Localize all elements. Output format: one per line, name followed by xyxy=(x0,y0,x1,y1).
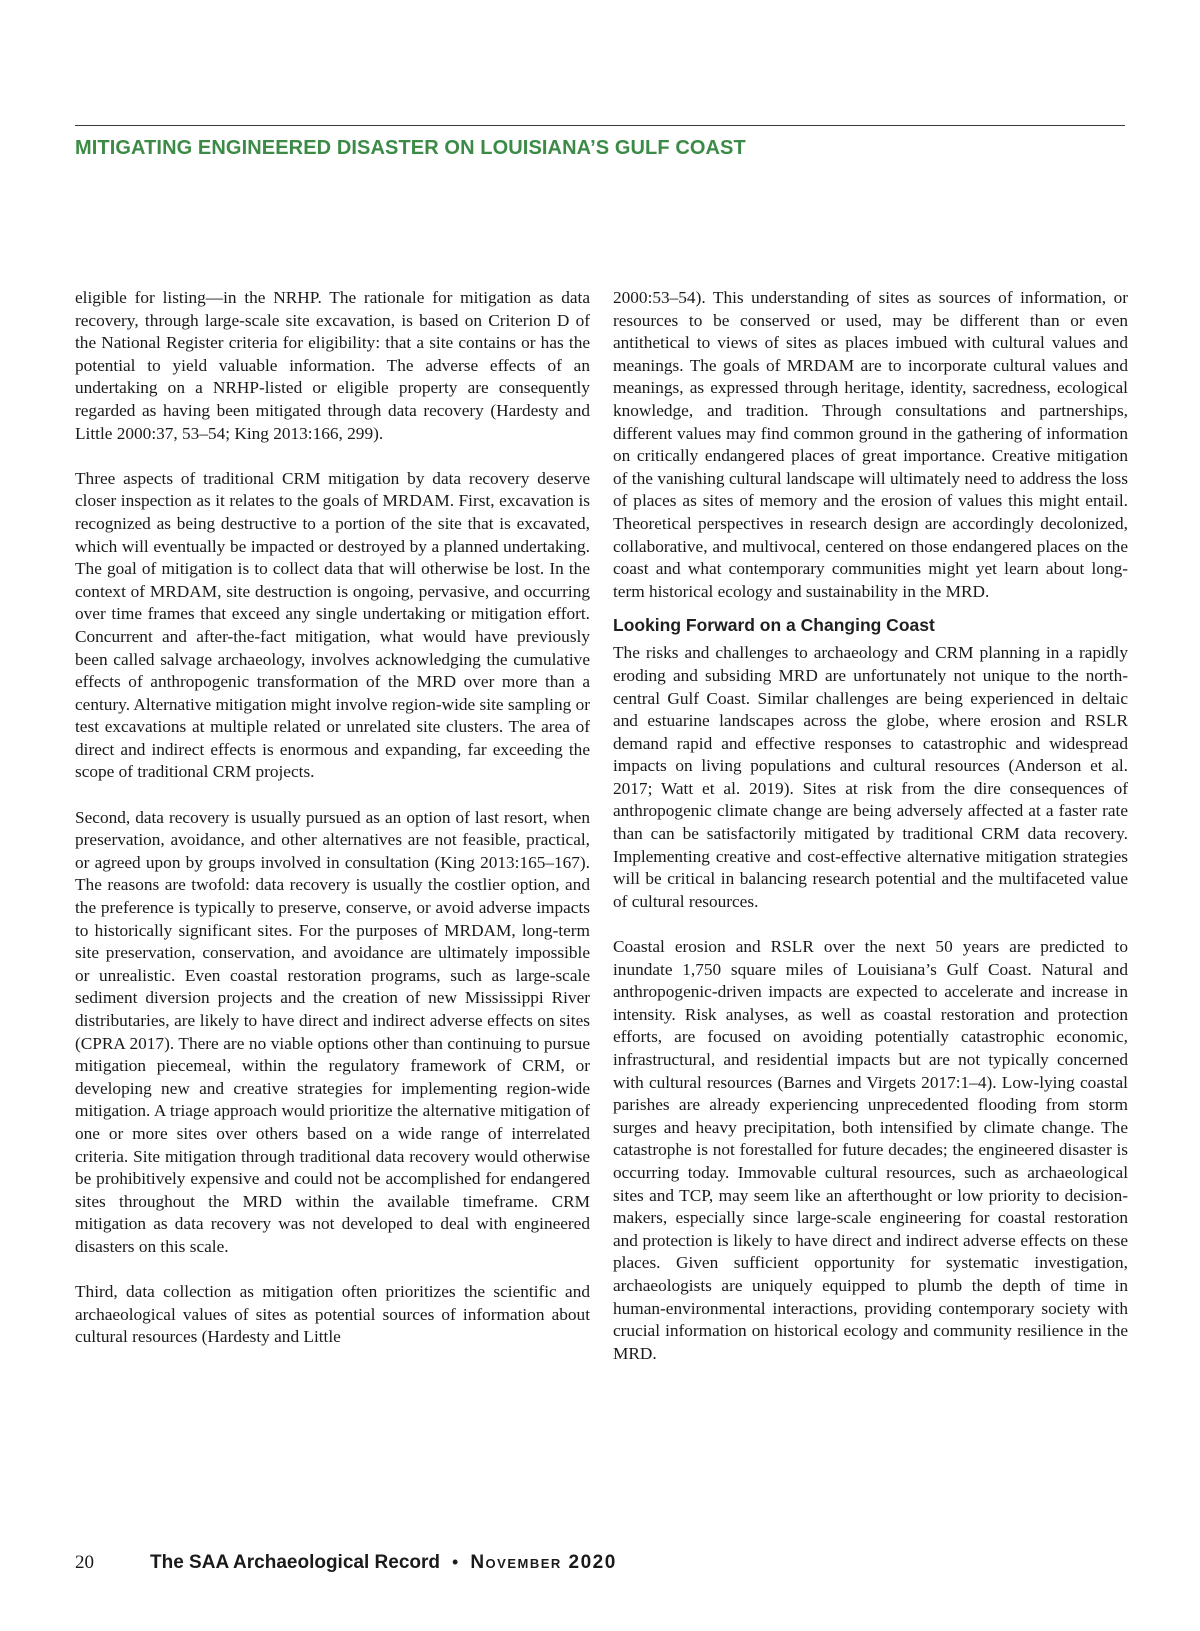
body-paragraph: Second, data recovery is usually pursued as an option of last resort, when preservation, avoidance, and other alternatives are not feasible, practical, or agreed upon by groups involved in consultation (King 2013:165–167). The reasons are twofold: data recovery is usually the costlier option, and the preference is typically to preserve, conserve, or avoid adverse impacts to historically significant sites. For the purposes of MRDAM, long-term site preservation, conservation, and avoidance are ultimately impossible or unrealistic. Even coastal restoration programs, such as large-scale sediment diversion projects and the creation of new Mississippi River distributaries, are likely to have direct and indirect adverse effects on sites (CPRA 2017). There are no viable options other than continuing to pursue mitigation piecemeal, within the regulatory framework of CRM, or developing new and creative strategies for implementing region-wide mitigation. A triage approach would prioritize the alternative mitigation of one or more sites over others based on a wide range of interrelated criteria. Site mitigation through traditional data recovery would otherwise be prohibitively expensive and could not be accomplished for endangered sites throughout the MRD within the available timeframe. CRM mitigation as data recovery was not developed to deal with engineered disasters on this scale. xyxy=(75,807,590,1256)
body-paragraph: 2000:53–54). This understanding of sites as sources of information, or resources to be conserved or used, may be different than or even antithetical to views of sites as places imbued with cultural values and meanings. The goals of MRDAM are to incorporate cultural values and meanings, as expressed through heritage, identity, sacredness, ecological knowledge, and tradition. Through consultations and partnerships, different values may find common ground in the gathering of information on critically endangered places of great importance. Creative mitigation of the vanishing cultural landscape will ultimately need to address the loss of places as sites of memory and the erosion of values this might entail. Theoretical perspectives in research design are accordingly decolonized, collaborative, and multivocal, centered on those endangered places on the coast and what contemporary communities might yet learn about long-term historical ecology and sustainability in the MRD. xyxy=(613,288,1128,601)
page-footer xyxy=(75,1552,675,1574)
body-paragraph: eligible for listing—in the NRHP. The rationale for mitigation as data recovery, through large-scale site excavation, is based on Criterion D of the National Register criteria for eligibility: that a site contains or has the potential to yield valuable information. The adverse effects of an undertaking on a NRHP-listed or eligible property are consequently regarded as having been mitigated through data recovery (Hardesty and Little 2000:37, 53–54; King 2013:166, 299). xyxy=(75,288,590,443)
issue-date: November 2020 xyxy=(470,1552,617,1573)
body-paragraph: Coastal erosion and RSLR over the next 50 years are predicted to inundate 1,750 square miles of Louisiana’s Gulf Coast. Natural and anthropogenic-driven impacts are expected to accelerate and increase in intensity. Risk analyses, as well as coastal restoration and protection efforts, are focused on avoiding potentially catastrophic economic, infrastructural, and residential impacts but are not typically concerned with cultural resources (Barnes and Virgets 2017:1–4). Low-lying coastal parishes are already experiencing unprecedented flooding from storm surges and heavy precipitation, both intensified by climate change. The catastrophe is not forestalled for future decades; the engineered disaster is occurring today. Immovable cultural resources, such as archaeological sites and TCP, may seem like an afterthought or low priority to decision-makers, especially since large-scale engineering for coastal restoration and protection is likely to have direct and indirect adverse effects on these places. Given sufficient opportunity for systematic investigation, archaeologists are uniquely equipped to plumb the depth of time in human-environmental interactions, providing contemporary society with crucial information on historical ecology and community resilience in the MRD. xyxy=(613,937,1128,1363)
footer-separator: • xyxy=(452,1552,459,1572)
body-paragraph: Three aspects of traditional CRM mitigation by data recovery deserve closer inspection as it relates to the goals of MRDAM. First, excavation is recognized as being destructive to a portion of the site that is excavated, which will eventually be impacted or destroyed by a planned undertaking. The goal of mitigation is to collect data that will otherwise be lost. In the context of MRDAM, site destruction is ongoing, pervasive, and occurring over time frames that exceed any single undertaking or mitigation effort. Concurrent and after-the-fact mitigation, what would have previously been called salvage archaeology, involves acknowledging the cumulative effects of anthropogenic transformation of the MRD over more than a century. Alternative mitigation might involve region-wide site sampling or test excavations at multiple related or unrelated site clusters. The area of direct and indirect effects is enormous and expanding, far exceeding the scope of traditional CRM projects. xyxy=(75,468,590,782)
page-number: 20 xyxy=(75,1552,94,1573)
body-paragraph: Third, data collection as mitigation often prioritizes the scientific and archaeological values of sites as potential sources of information about cultural resources (Hardesty and Little xyxy=(75,1282,590,1347)
body-paragraph: The risks and challenges to archaeology and CRM planning in a rapidly eroding and subsiding MRD are unfortunately not unique to the north-central Gulf Coast. Similar challenges are being experienced in deltaic and estuarine landscapes across the globe, where erosion and RSLR demand rapid and effective responses to catastrophic and widespread impacts on living populations and cultural resources (Anderson et al. 2017; Watt et al. 2019). Sites at risk from the dire consequences of anthropogenic climate change are being adversely affected at a faster rate than can be satisfactorily mitigated by traditional CRM data recovery. Implementing creative and cost-effective alternative mitigation strategies will be critical in balancing research potential and the multifaceted value of cultural resources. xyxy=(613,643,1128,911)
right-column xyxy=(613,287,1128,1388)
journal-title: The SAA Archaeological Record xyxy=(150,1552,440,1573)
header-rule xyxy=(75,125,1125,126)
running-head-title: MITIGATING ENGINEERED DISASTER ON LOUISIANA’S GULF COAST xyxy=(75,137,746,159)
left-column xyxy=(75,287,590,1372)
section-heading: Looking Forward on a Changing Coast xyxy=(613,615,935,636)
